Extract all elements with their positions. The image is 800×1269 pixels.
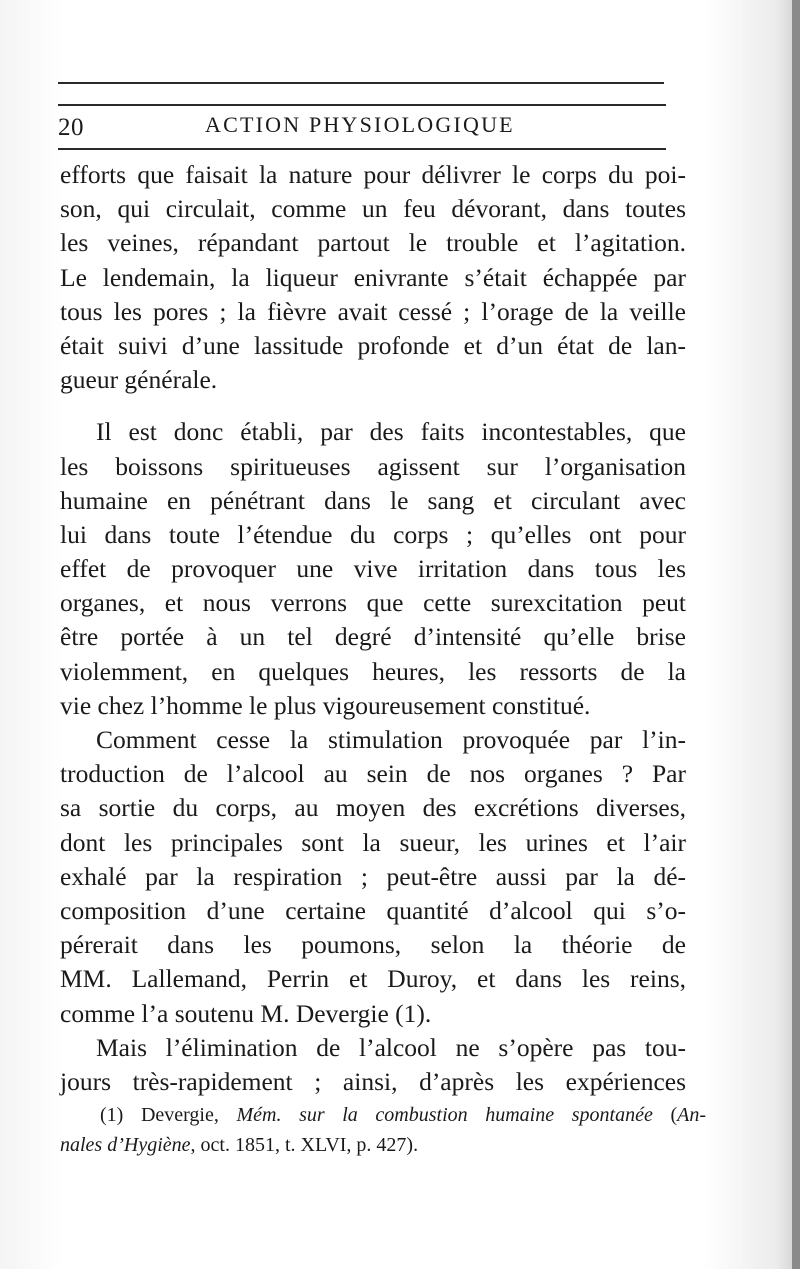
footnote-journal: An- (677, 1104, 706, 1126)
paragraph-gap (60, 397, 686, 415)
footnote (60, 1100, 706, 1160)
text-line: violemment, en quelques heures, les ressorts de la (60, 656, 686, 686)
text-line: jours très-rapidement ; ainsi, d’après les expériences (60, 1066, 686, 1096)
text-line: les veines, répandant partout le trouble et l’agitation. (60, 228, 686, 258)
text-line: Le lendemain, la liqueur enivrante s’était échappée par (60, 262, 686, 292)
text-line: organes, et nous verrons que cette surexcitation peut (60, 588, 686, 618)
text-line: les boissons spiritueuses agissent sur l’organisation (60, 451, 686, 481)
text-line: lui dans toute l’étendue du corps ; qu’elles ont pour (60, 519, 686, 549)
page-edge-shadow (792, 0, 800, 1269)
text-line: Mais l’élimination de l’alcool ne s’opère pas tou- (96, 1032, 686, 1062)
body-text (60, 158, 686, 1099)
footnote-paren: ( (670, 1104, 678, 1126)
footnote-title: Mém. sur la combustion humaine spontanée (236, 1104, 653, 1126)
footnote-details: , oct. 1851, t. XLVI, p. 427). (190, 1134, 419, 1156)
footnote-marker: (1) (100, 1104, 124, 1126)
text-line: troduction de l’alcool au sein de nos organes ? Par (60, 759, 686, 789)
page-number: 20 (58, 114, 84, 141)
text-line: pérerait dans les poumons, selon la théorie de (60, 930, 686, 960)
header-rule-upper (58, 104, 666, 106)
text-line: effet de provoquer une vive irritation dans tous les (60, 554, 686, 584)
text-line: composition d’une certaine quantité d’alcool qui s’o- (60, 895, 686, 925)
text-line: MM. Lallemand, Perrin et Duroy, et dans les reins, (60, 964, 686, 994)
text-line: être portée à un tel degré d’intensité qu’elle brise (60, 622, 686, 652)
text-line: Comment cesse la stimulation provoquée par l’in- (96, 725, 686, 754)
text-line: était suivi d’une lassitude profonde et d’un état de lan- (60, 330, 686, 360)
text-line: efforts que faisait la nature pour délivrer le corps du poi- (60, 160, 686, 189)
header-rule-top (58, 82, 664, 84)
footnote-journal-cont: nales d’Hygiène (60, 1134, 191, 1156)
text-line: son, qui circulait, comme un feu dévorant, dans toutes (60, 194, 686, 224)
text-line: comme l’a soutenu M. Devergie (1). (60, 998, 432, 1028)
header-rule-lower (58, 148, 666, 150)
text-line: dont les principales sont la sueur, les urines et l’air (60, 827, 686, 857)
text-line: vie chez l’homme le plus vigoureusement constitué. (60, 690, 591, 720)
text-line: Il est donc établi, par des faits incontestables, que (96, 417, 686, 447)
footnote-line (60, 1100, 706, 1130)
text-line: tous les pores ; la fièvre avait cessé ; l’orage de la veille (60, 296, 686, 326)
text-line: humaine en pénétrant dans le sang et circulant avec (60, 485, 686, 515)
text-line: exhalé par la respiration ; peut-être aussi par la dé- (60, 861, 686, 891)
footnote-line (60, 1130, 706, 1160)
running-title: ACTION PHYSIOLOGIQUE (205, 112, 515, 137)
footnote-author: Devergie, (140, 1104, 219, 1126)
text-line: gueur générale. (60, 365, 218, 395)
text-line: sa sortie du corps, au moyen des excrétions diverses, (60, 793, 686, 823)
